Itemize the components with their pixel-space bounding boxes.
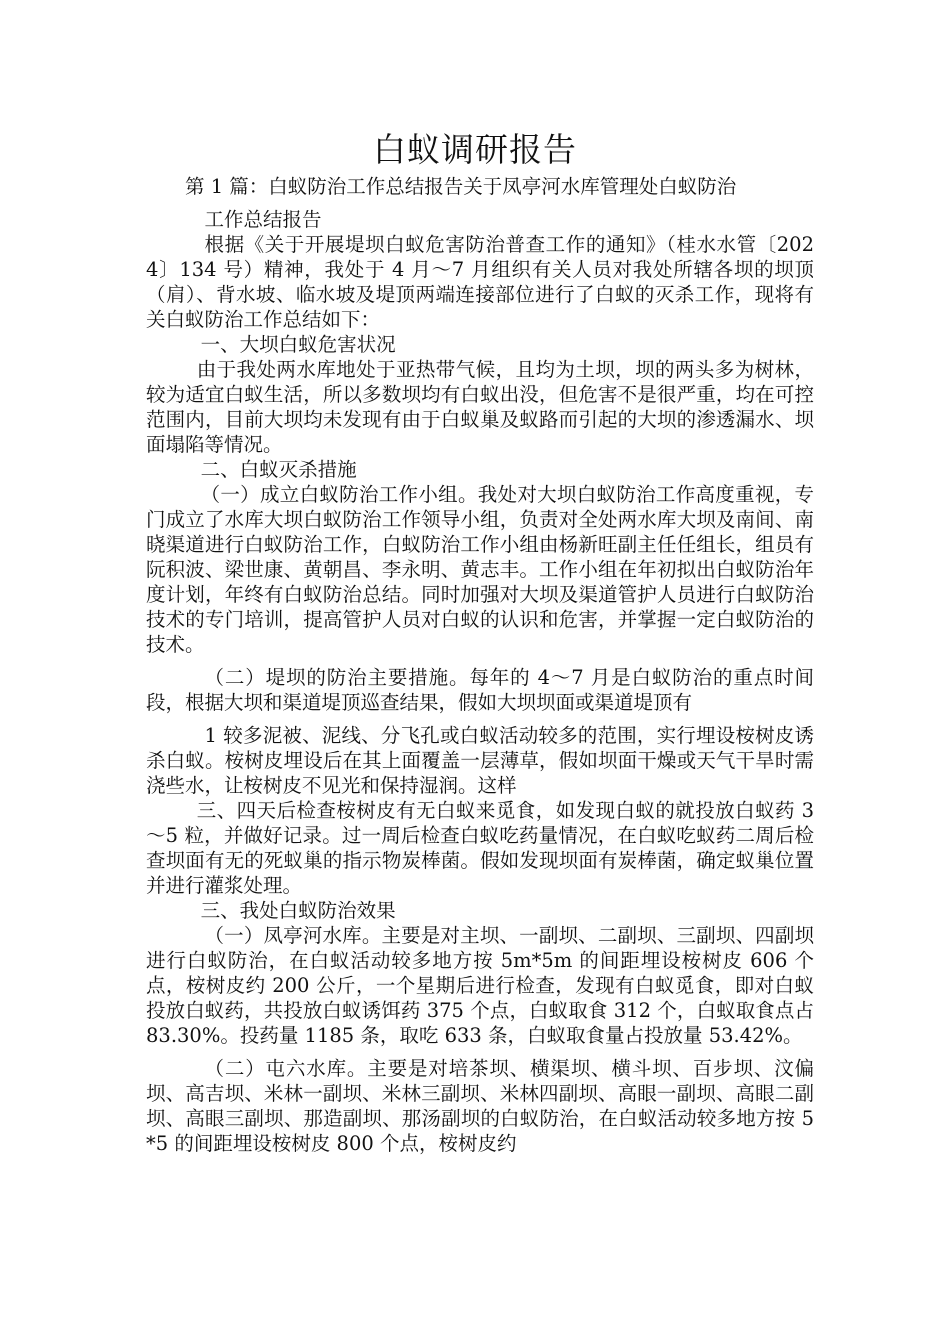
paragraph-fengtinghe-results: （一）凤亭河水库。主要是对主坝、一副坝、二副坝、三副坝、四副坝进行白蚁防治，在白蚁活动较多地方按 5m*5m 的间距埋设桉树皮 606 个点，桉树皮约 200 公斤，一个星期后进行检查，发现有白蚁觅食，即对白蚁投放白蚁药，共投放白蚁诱饵药 375 个点，白蚁取食 312 个，白蚁取食点占 83.30%。投药量 1185 条，取吃 633 条，白蚁取食量占投放量 53.42%。 bbox=[146, 924, 814, 1047]
document-body bbox=[146, 174, 814, 1156]
paragraph-eucalyptus-bait: 1 较多泥被、泥线、分飞孔或白蚁活动较多的范围，实行埋设桉树皮诱杀白蚁。桉树皮埋设后在其上面覆盖一层薄草，假如坝面干燥或天气干旱时需浇些水，让桉树皮不见光和保持湿润。这样 bbox=[146, 724, 814, 797]
section-heading-3: 三、我处白蚁防治效果 bbox=[200, 899, 396, 922]
paragraph-working-group: （一）成立白蚁防治工作小组。我处对大坝白蚁防治工作高度重视，专门成立了水库大坝白蚁防治工作领导小组，负责对全处两水库大坝及南间、南晓渠道进行白蚁防治工作，白蚁防治工作小组由杨新旺副主任任组长，组员有阮积波、梁世康、黄朝昌、李永明、黄志丰。工作小组在年初拟出白蚁防治年度计划，年终有白蚁防治总结。同时加强对大坝及渠道管护人员进行白蚁防治技术的专门培训，提高管护人员对白蚁的认识和危害，并掌握一定白蚁防治的技术。 bbox=[146, 483, 814, 656]
paragraph-inspection: 三、四天后检查桉树皮有无白蚁来觅食，如发现白蚁的就投放白蚁药 3～5 粒，并做好记录。过一周后检查白蚁吃药量情况，在白蚁吃蚁药二周后检查坝面有无的死蚁巢的指示物炭棒菌。假如发现坝面有炭棒菌，确定蚁巢位置并进行灌浆处理。 bbox=[146, 799, 814, 897]
paragraph-article-heading: 第 1 篇：白蚁防治工作总结报告关于凤亭河水库管理处白蚁防治 bbox=[185, 175, 737, 198]
paragraph-tunliu-results: （二）屯六水库。主要是对培茶坝、横渠坝、横斗坝、百步坝、汶偏坝、高吉坝、米林一副坝、米林三副坝、米林四副坝、高眼一副坝、高眼二副坝、高眼三副坝、那造副坝、那汤副坝的白蚁防治，在白蚁活动较多地方按 5*5 的间距埋设桉树皮 800 个点，桉树皮约 bbox=[146, 1057, 814, 1155]
paragraph-damage-status: 由于我处两水库地处于亚热带气候，且均为土坝，坝的两头多为树林，较为适宜白蚁生活，所以多数坝均有白蚁出没，但危害不是很严重，均在可控范围内，目前大坝均未发现有由于白蚁巢及蚁路而引起的大坝的渗透漏水、坝面塌陷等情况。 bbox=[146, 358, 814, 456]
document-title: 白蚁调研报告 bbox=[373, 130, 577, 169]
section-heading-1: 一、大坝白蚁危害状况 bbox=[200, 333, 396, 356]
paragraph-report-subtitle: 工作总结报告 bbox=[204, 208, 322, 231]
paragraph-main-measures: （二）堤坝的防治主要措施。每年的 4～7 月是白蚁防治的重点时间段，根据大坝和渠道堤顶巡查结果，假如大坝坝面或渠道堤顶有 bbox=[146, 666, 814, 714]
paragraph-intro: 根据《关于开展堤坝白蚁危害防治普查工作的通知》（桂水水管〔2024〕134 号）精神，我处于 4 月～7 月组织有关人员对我处所辖各坝的坝顶（肩）、背水坡、临水坡及堤顶两端连接部位进行了白蚁的灭杀工作，现将有关白蚁防治工作总结如下： bbox=[146, 233, 814, 331]
section-heading-2: 二、白蚁灭杀措施 bbox=[200, 458, 357, 481]
